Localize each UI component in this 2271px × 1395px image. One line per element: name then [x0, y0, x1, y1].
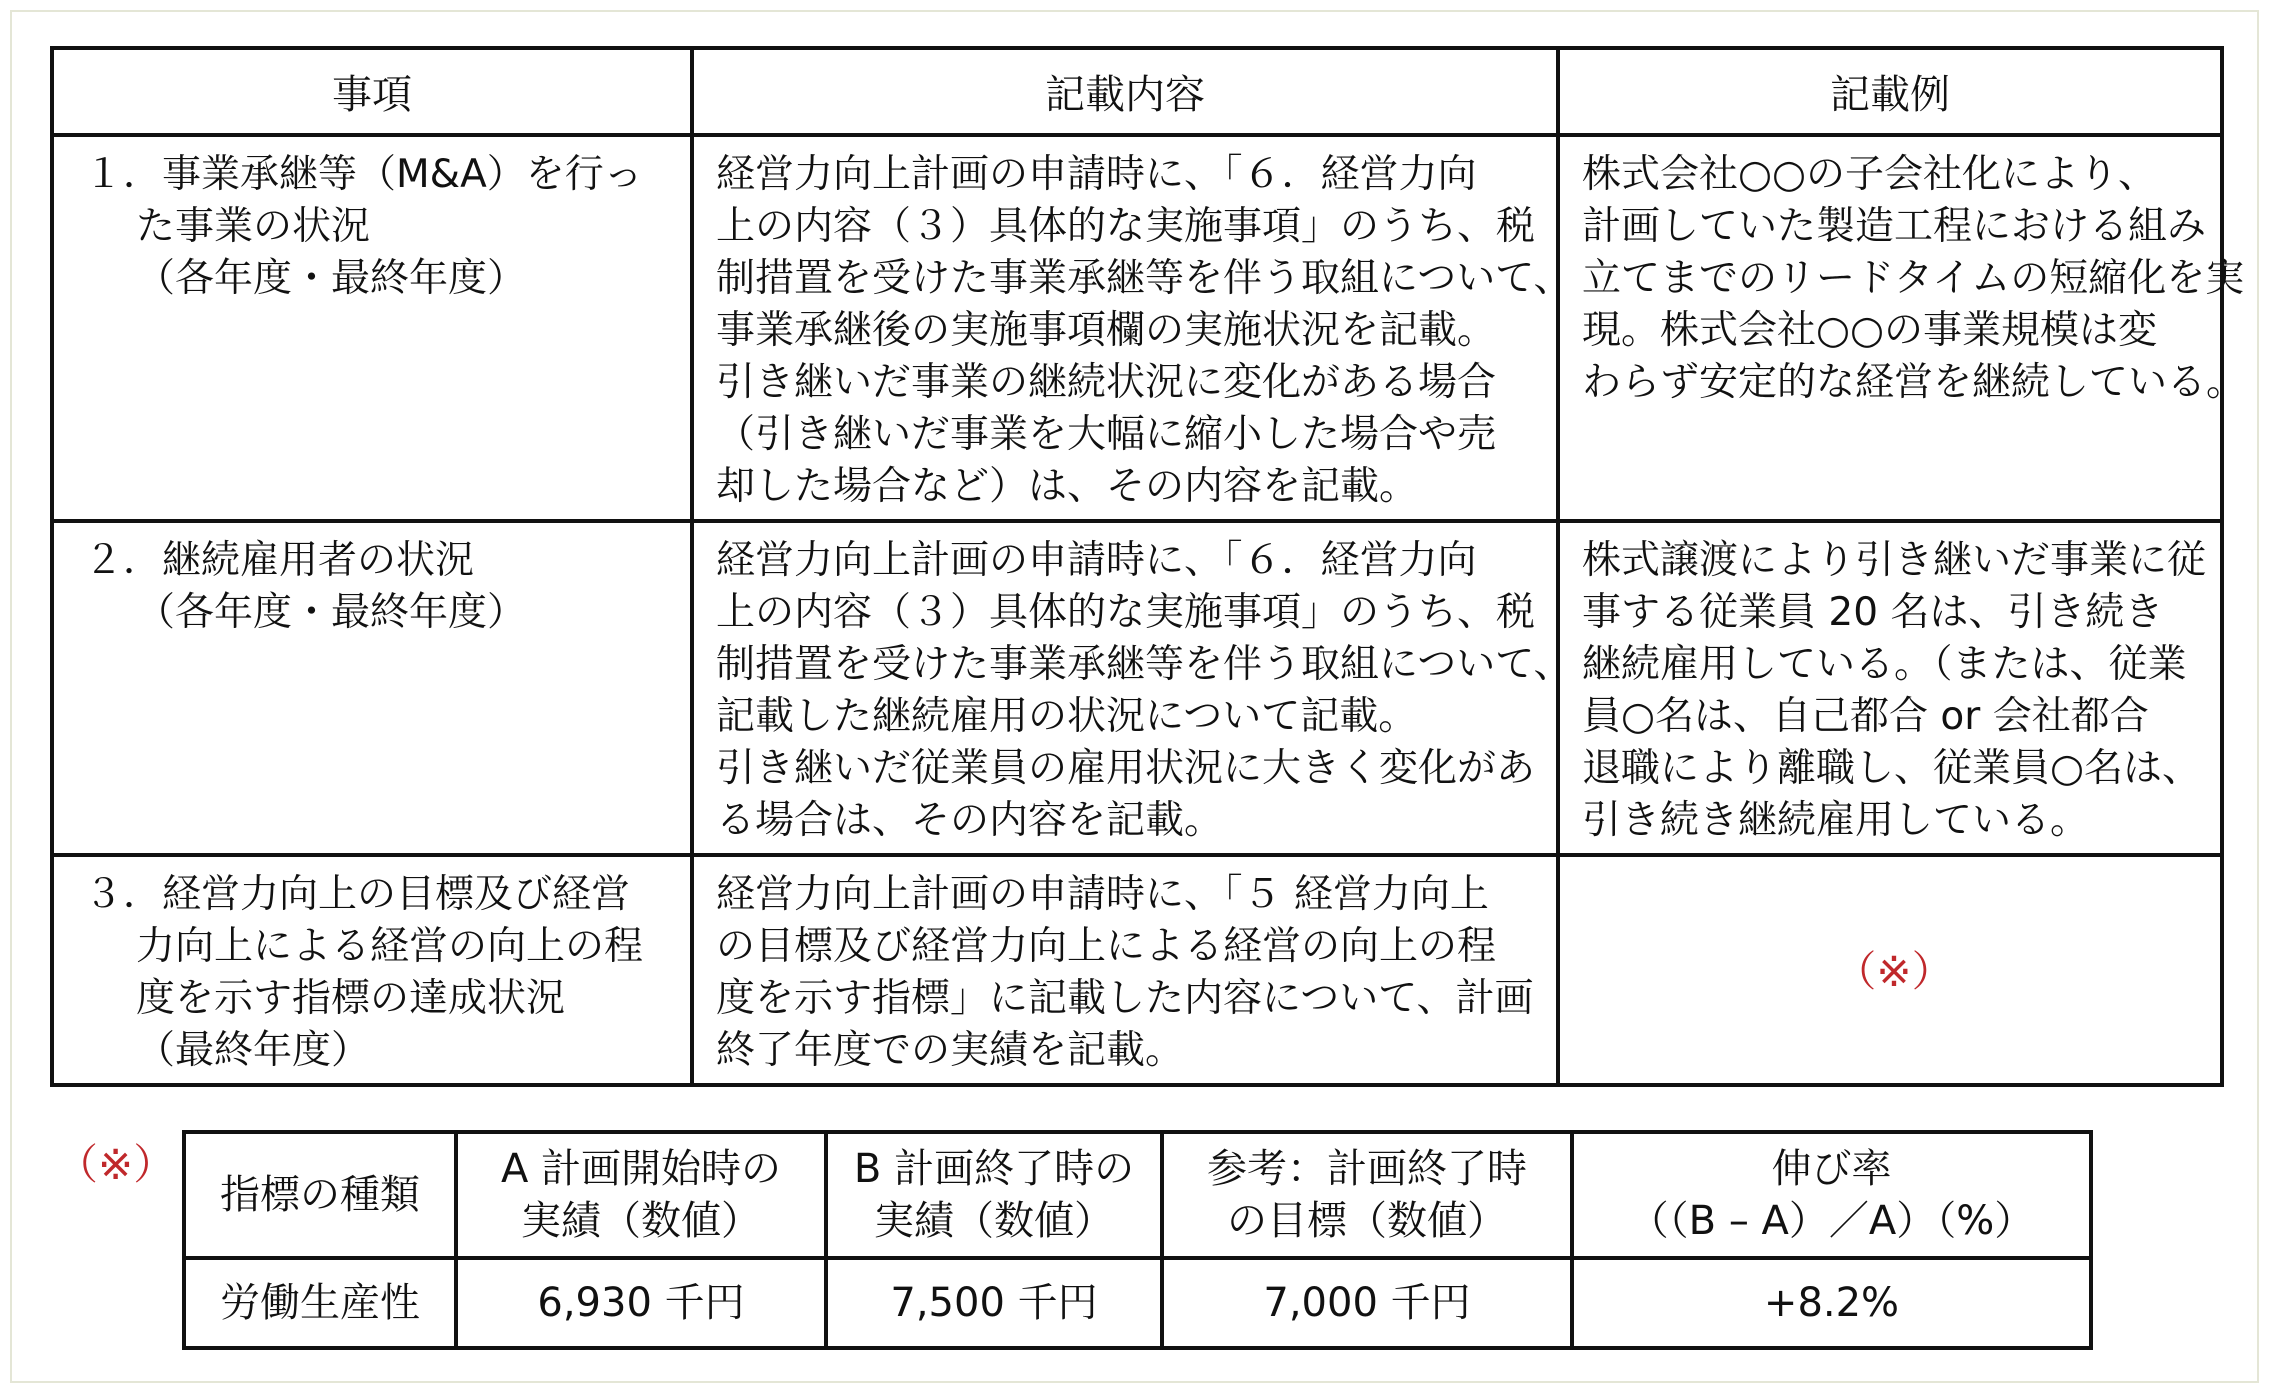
- example-line: 退職により離職し、従業員○名は、: [1582, 746, 2202, 791]
- content-cell: [692, 521, 1573, 855]
- header-example: 記載例: [1558, 48, 2222, 135]
- header-item: 事項: [52, 48, 692, 135]
- example-cell: [1558, 855, 2222, 1085]
- target-value: 7,000 千円: [1162, 1258, 1572, 1348]
- example-cell: [1558, 521, 2222, 855]
- content-line: 経営力向上計画の申請時に、「６．経営力向: [716, 538, 1477, 583]
- header-target: 参考：計画終了時 の目標（数値）: [1162, 1132, 1572, 1258]
- main-table: [50, 46, 2246, 1087]
- indicator-header-row: [184, 1132, 2091, 1258]
- item-line: た事業の状況: [136, 204, 371, 249]
- item-line: 事業承継等（M&A）を行っ: [162, 152, 643, 197]
- content-line: 経営力向上計画の申請時に、「５ 経営力向上: [716, 872, 1489, 917]
- note-reference-mark: （※）: [1834, 947, 1954, 996]
- table-row: [52, 521, 2222, 855]
- example-line: わらず安定的な経営を継続している。: [1582, 360, 2246, 405]
- example-line: 株式譲渡により引き継いだ事業に従: [1582, 538, 2207, 583]
- end-actual-value: 7,500 千円: [826, 1258, 1162, 1348]
- item-line: （各年度・最終年度）: [136, 590, 527, 635]
- content-line: 引き継いだ従業員の雇用状況に大きく変化があ: [716, 746, 1536, 791]
- item-number: ２．: [84, 538, 163, 583]
- item-line: （各年度・最終年度）: [136, 256, 527, 301]
- content-line: 事業承継後の実施事項欄の実施状況を記載。: [716, 308, 1497, 353]
- item-line: 度を示す指標の達成状況: [136, 976, 566, 1021]
- example-line: 計画していた製造工程における組み: [1582, 204, 2207, 249]
- item-number: １．: [84, 152, 163, 197]
- content-line: 引き継いだ事業の継続状況に変化がある場合: [716, 360, 1497, 405]
- example-cell: [1558, 135, 2246, 521]
- header-growth-rate: 伸び率 （（B – A）／A）（%）: [1572, 1132, 2091, 1258]
- content-line: 上の内容（３）具体的な実施事項」のうち、税: [716, 590, 1536, 635]
- content-line: 度を示す指標」に記載した内容について、計画: [716, 976, 1534, 1021]
- indicator-table: [182, 1130, 2093, 1350]
- content-line: 経営力向上計画の申請時に、「６．経営力向: [716, 152, 1477, 197]
- item-line: 力向上による経営の向上の程: [136, 924, 644, 969]
- content-line: 却した場合など）は、その内容を記載。: [716, 464, 1419, 509]
- content-line: 上の内容（３）具体的な実施事項」のうち、税: [716, 204, 1536, 249]
- header-end-actual: B 計画終了時の 実績（数値）: [826, 1132, 1162, 1258]
- table-row: [52, 135, 2222, 521]
- note-mark: （※）: [56, 1140, 176, 1189]
- header-row: [52, 48, 2222, 135]
- item-line: 継続雇用者の状況: [162, 538, 475, 583]
- growth-rate-value: +8.2%: [1572, 1258, 2091, 1348]
- header-content: 記載内容: [692, 48, 1558, 135]
- item-number: ３．: [84, 872, 163, 917]
- item-cell: [52, 855, 692, 1085]
- header-start-actual: A 計画開始時の 実績（数値）: [456, 1132, 826, 1258]
- indicator-data-row: [184, 1258, 2091, 1348]
- start-actual-value: 6,930 千円: [456, 1258, 826, 1348]
- content-line: 制措置を受けた事業承継等を伴う取組について、: [716, 256, 1573, 301]
- content-line: の目標及び経営力向上による経営の向上の程: [716, 924, 1497, 969]
- content-line: （引き継いだ事業を大幅に縮小した場合や売: [716, 412, 1497, 457]
- content-line: 終了年度での実績を記載。: [716, 1028, 1185, 1073]
- header-indicator-type: 指標の種類: [184, 1132, 456, 1258]
- item-line: （最終年度）: [136, 1028, 371, 1073]
- example-line: 株式会社○○の子会社化により、: [1582, 152, 2158, 197]
- example-line: 引き続き継続雇用している。: [1582, 798, 2090, 843]
- example-line: 員○名は、自己都合 or 会社都合: [1582, 694, 2149, 739]
- content-cell: [692, 135, 1573, 521]
- example-line: 現。株式会社○○の事業規模は変: [1582, 308, 2158, 353]
- content-cell: [692, 855, 1558, 1085]
- content-line: 制措置を受けた事業承継等を伴う取組について、: [716, 642, 1573, 687]
- item-cell: [52, 521, 692, 855]
- content-line: 記載した継続雇用の状況について記載。: [716, 694, 1418, 739]
- content-line: る場合は、その内容を記載。: [716, 798, 1224, 843]
- item-cell: [52, 135, 692, 521]
- item-line: 経営力向上の目標及び経営: [162, 872, 631, 917]
- example-line: 事する従業員 20 名は、引き続き: [1582, 590, 2164, 635]
- indicator-type-value: 労働生産性: [184, 1258, 456, 1348]
- example-line: 立てまでのリードタイムの短縮化を実: [1582, 256, 2245, 301]
- table-row: [52, 855, 2222, 1085]
- example-line: 継続雇用している。（または、従業: [1582, 642, 2187, 687]
